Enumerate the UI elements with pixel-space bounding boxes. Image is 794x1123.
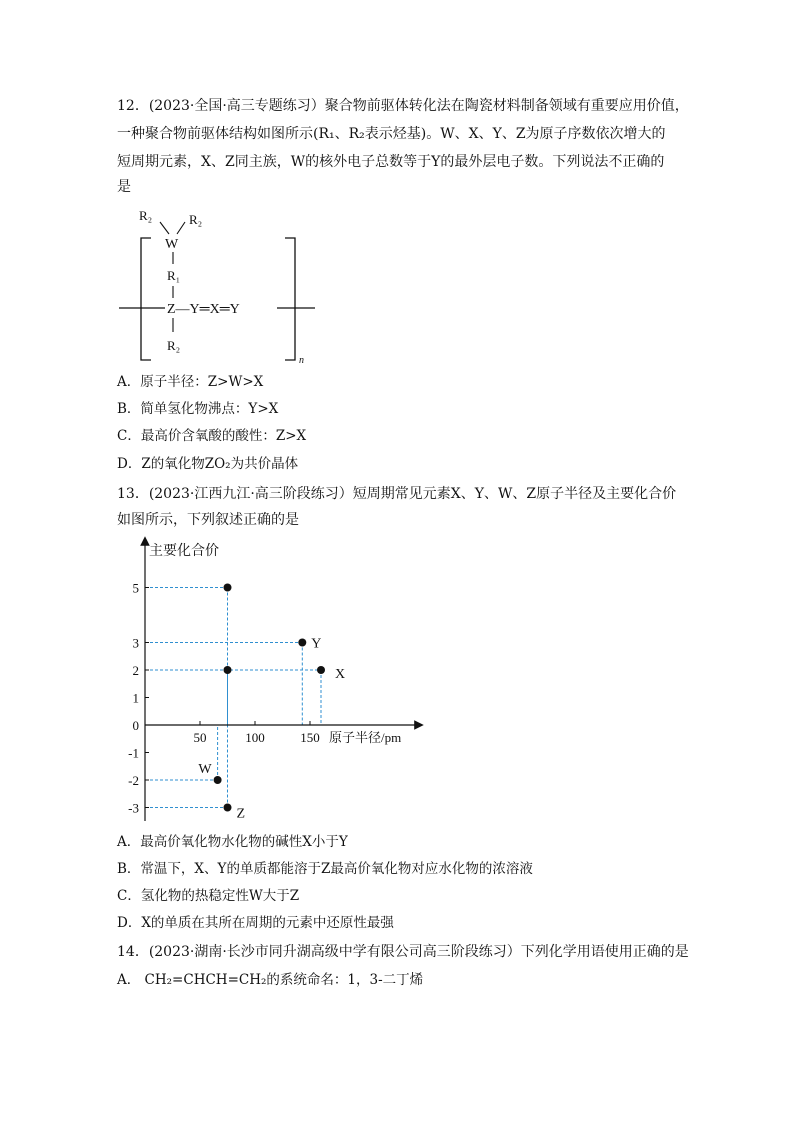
- point-label: W: [198, 762, 212, 777]
- q12-option-a: A．原子半径：Z>W>X: [117, 374, 264, 390]
- data-point: [298, 639, 306, 647]
- repeat-n-label: n: [299, 355, 304, 365]
- q14-text-line-1: 14．(2023·湖南·长沙市同升湖高级中学有限公司高三阶段练习）下列化学用语使用正确的是: [117, 944, 689, 960]
- q12-text-line-2: 一种聚合物前驱体结构如图所示(R₁、R₂表示烃基)。W、X、Y、Z为原子序数依次增大的: [117, 126, 666, 142]
- y-tick-label: 0: [132, 718, 139, 733]
- valence-radius-chart: [117, 535, 437, 825]
- x-axis-label: 原子半径/pm: [329, 730, 402, 745]
- point-label: Y: [311, 636, 322, 652]
- q13-text-line-1: 13．(2023·江西九江·高三阶段练习）短周期常见元素X、Y、W、Z原子半径及主要化合价: [117, 486, 677, 502]
- q13-option-b: B．常温下，X、Y的单质都能溶于Z最高价氧化物对应水化物的浓溶液: [117, 861, 533, 877]
- data-point: [224, 804, 232, 812]
- q13-option-a: A．最高价氧化物水化物的碱性X小于Y: [117, 834, 348, 850]
- data-point: [224, 666, 232, 674]
- polymer-structure-diagram: [117, 200, 327, 365]
- point-label: Z: [236, 806, 246, 822]
- data-point: [317, 666, 325, 674]
- q13-option-d: D．X的单质在其所在周期的元素中还原性最强: [117, 915, 394, 931]
- q13-option-c: C．氢化物的热稳定性W大于Z: [117, 888, 300, 904]
- q12-text-line-4: 是: [117, 179, 131, 195]
- q14-option-a: A． CH₂=CHCH=CH₂的系统命名：1，3-二丁烯: [117, 972, 424, 988]
- y-axis-label: 主要化合价: [149, 544, 219, 559]
- r1-label: R₁: [167, 268, 181, 283]
- y-tick-label: -1: [128, 745, 139, 761]
- q12-option-b: B．简单氢化物沸点：Y>X: [117, 401, 279, 417]
- q12-option-d: D．Z的氧化物ZO₂为共价晶体: [117, 456, 299, 472]
- point-label: X: [335, 667, 346, 682]
- y-tick-label: 3: [132, 635, 139, 651]
- data-point: [224, 584, 232, 592]
- y-tick-label: 2: [132, 663, 139, 678]
- r2-left-label: R₂: [139, 208, 153, 223]
- y-tick-label: -3: [128, 800, 139, 816]
- q12-option-c: C．最高价含氧酸的酸性：Z>X: [117, 428, 307, 444]
- q12-text-line-1: 12．(2023·全国·高三专题练习）聚合物前驱体转化法在陶瓷材料制备领域有重要应用价值，: [117, 98, 689, 114]
- q13-text-line-2: 如图所示，下列叙述正确的是: [117, 512, 299, 528]
- x-tick-label: 150: [300, 730, 320, 745]
- x-tick-label: 100: [245, 730, 265, 745]
- chain-label: Z—Y═X═Y: [167, 302, 240, 317]
- data-point: [214, 776, 222, 784]
- q12-text-line-3: 短周期元素，X、Z同主族，W的核外电子总数等于Y的最外层电子数。下列说法不正确的: [117, 154, 665, 170]
- y-tick-label: 5: [132, 580, 139, 596]
- y-tick-label: 1: [132, 690, 139, 706]
- y-tick-label: -2: [128, 773, 139, 788]
- r2-right-label: R₂: [189, 212, 203, 227]
- x-tick-label: 50: [193, 730, 207, 745]
- w-atom-label: W: [165, 237, 179, 252]
- r2-bottom-label: R₂: [167, 338, 181, 353]
